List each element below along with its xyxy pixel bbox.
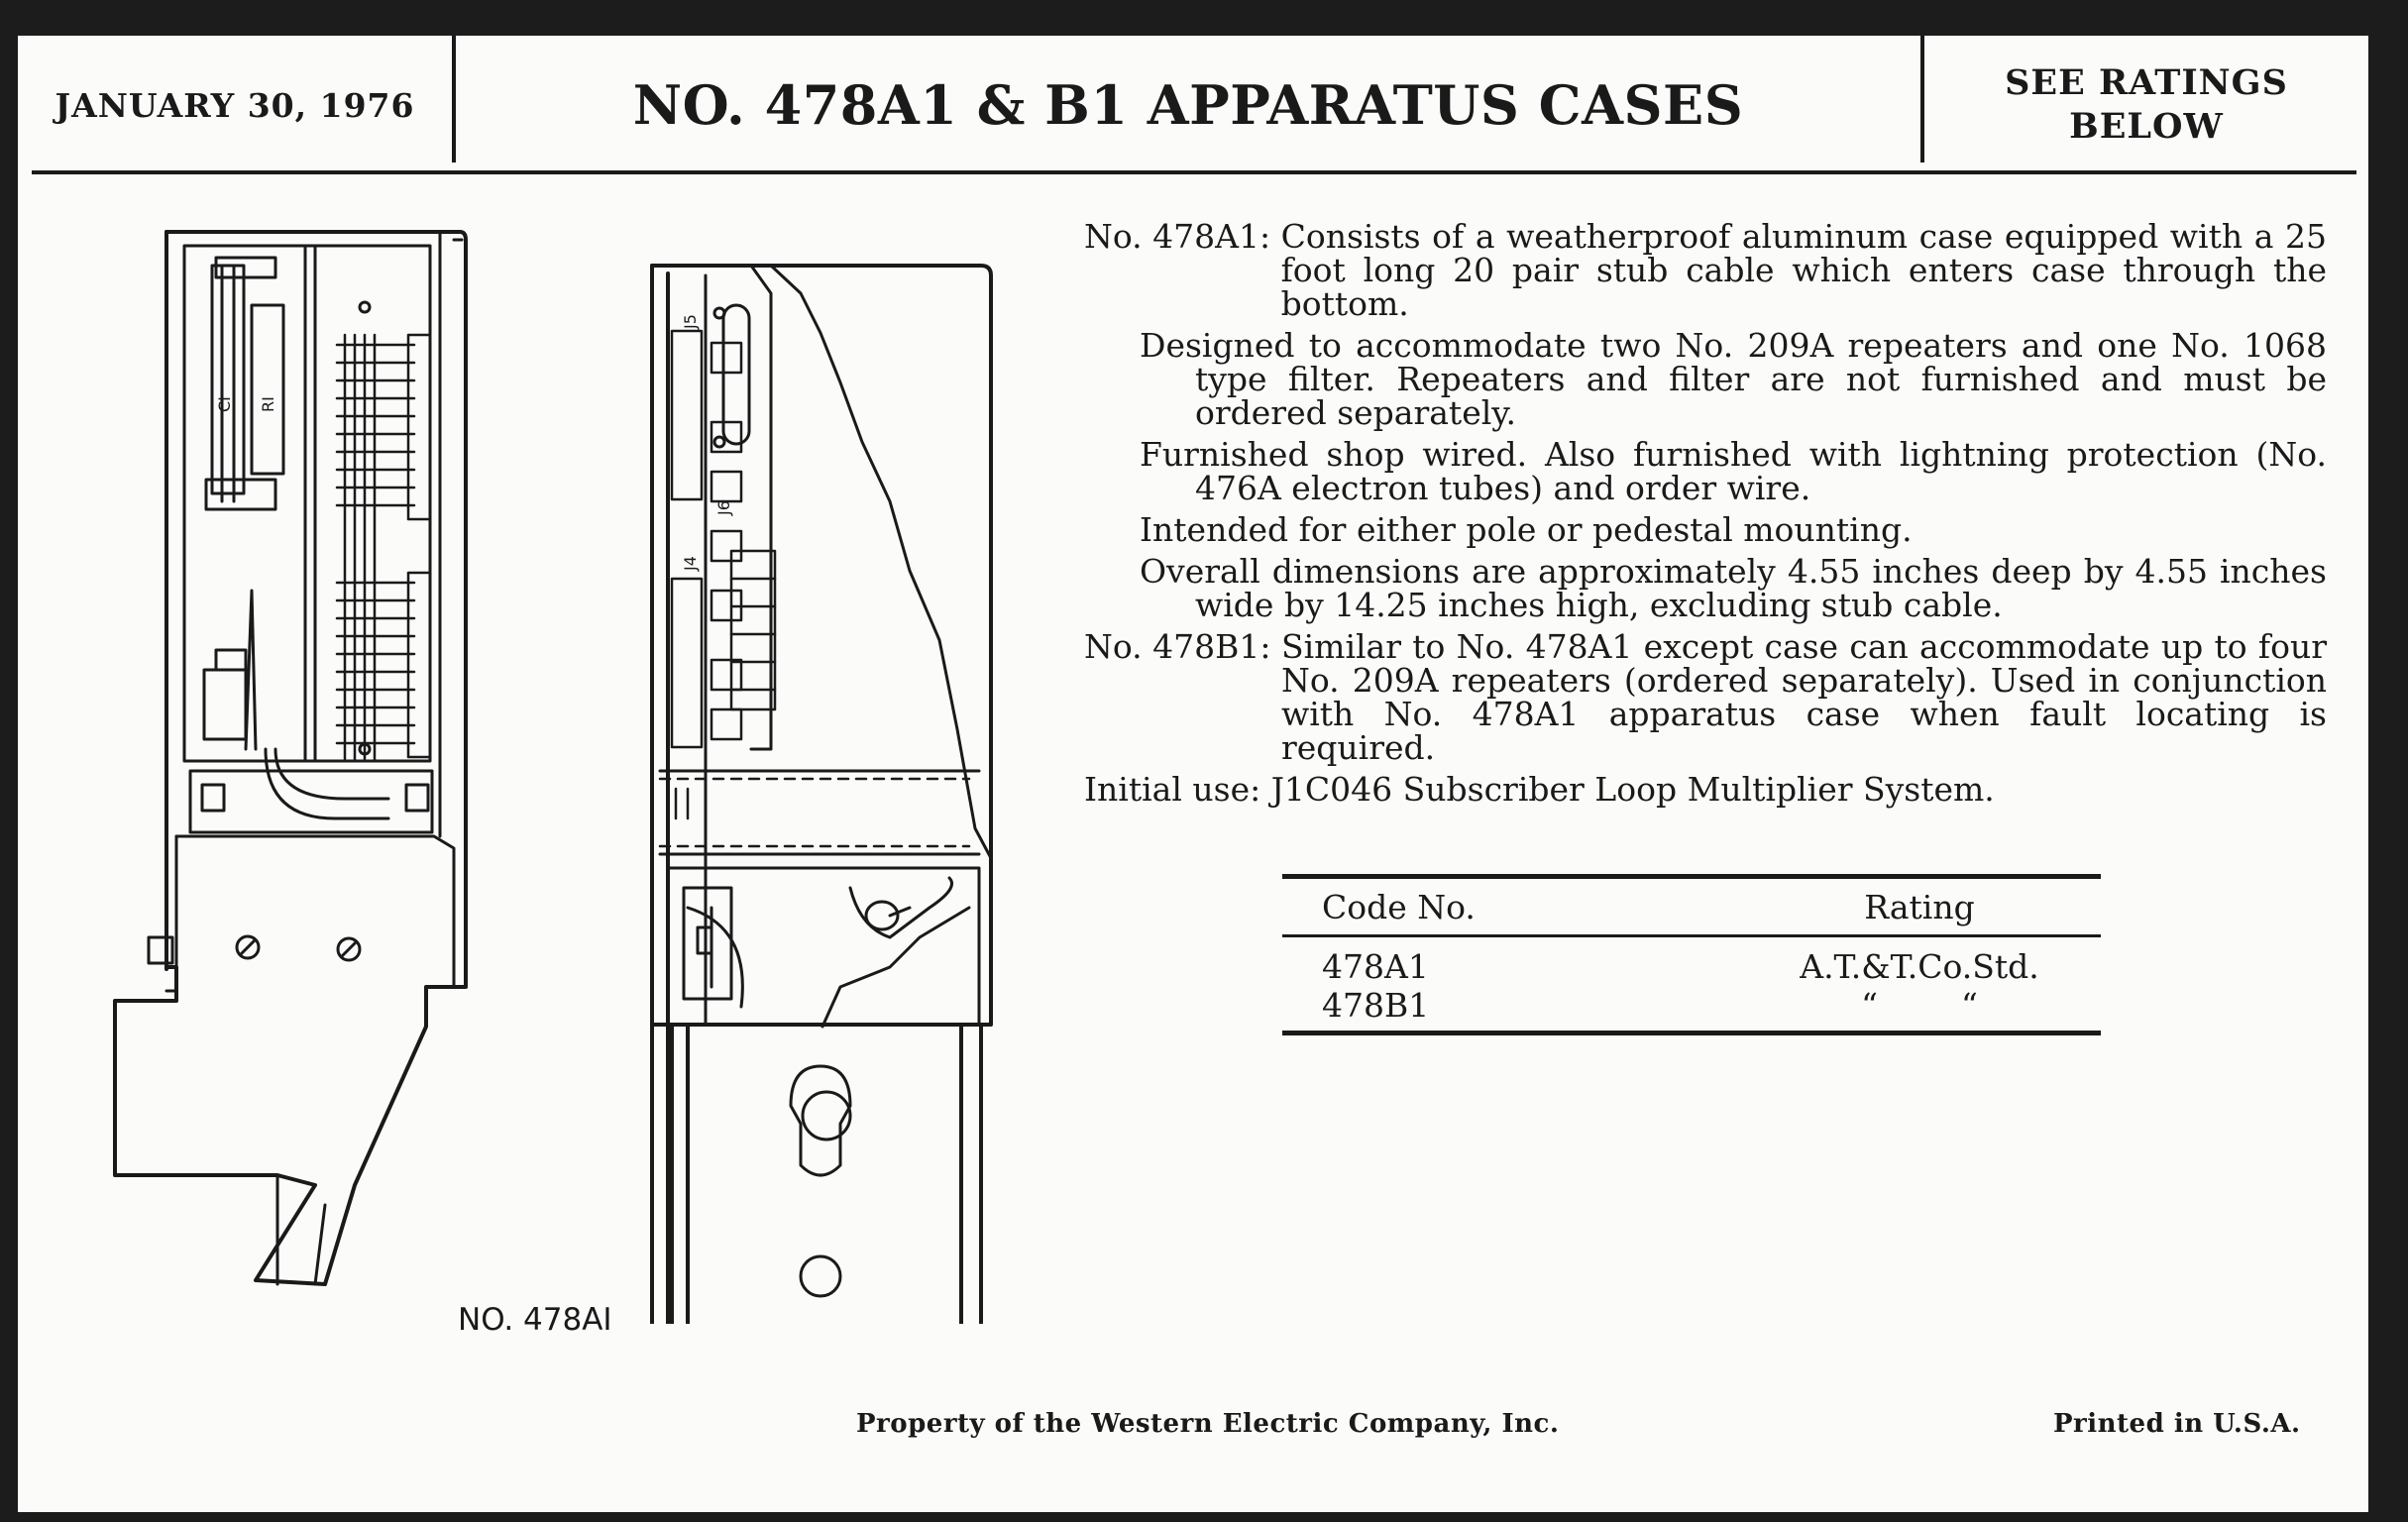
footer-property: Property of the Western Electric Company, Inc.	[856, 1409, 1560, 1439]
apparatus-case-drawing	[18, 36, 1048, 1324]
fig-label-c1: CI	[215, 396, 234, 412]
figure-caption: NO. 478AI	[458, 1302, 612, 1338]
spec-intended: Intended for either pole or pedestal mounting.	[1140, 510, 1913, 549]
fig-label-j6: J6	[714, 500, 733, 515]
table-row	[1282, 947, 2101, 986]
fig-label-r1: RI	[259, 396, 277, 412]
table-bottom-rule	[1282, 1031, 2101, 1035]
right-case-cutaway	[684, 266, 991, 1296]
spec-designed: Designed to accommodate two No. 209A repeaters and one No. 1068 type filter. Repeaters and filter are not furnished and must be ordered separately.	[1140, 326, 2327, 432]
spec-478a1-text: Consists of a weatherproof aluminum case equipped with a 25 foot long 20 pair stub cable which enters case through the bottom.	[1280, 217, 2327, 323]
table-header-row	[1282, 879, 2101, 934]
right-case-outline	[652, 266, 991, 1324]
col-header-code: Code No.	[1322, 887, 1476, 926]
page-title: NO. 478A1 & B1 APPARATUS CASES	[632, 73, 1744, 137]
fig-label-j5: J5	[681, 314, 700, 329]
spec-478a1-label: No. 478A1:	[1084, 217, 1281, 256]
spec-initial-use	[1084, 770, 2327, 809]
row-rating: A.T.&T.Co.Std.	[1800, 947, 2039, 986]
left-terminal-strips	[337, 335, 430, 759]
spec-478b1	[1084, 627, 2327, 767]
row-code: 478B1	[1322, 986, 1430, 1025]
ratings-table	[1282, 874, 2101, 1035]
spec-overall: Overall dimensions are approximately 4.55 inches deep by 4.55 inches wide by 14.25 inches high, excluding stub cable.	[1140, 552, 2327, 624]
table-header-rule	[1282, 934, 2101, 937]
spec-478b1-label: No. 478B1:	[1084, 627, 1281, 666]
spec-sheet-card	[18, 36, 2368, 1512]
spec-478a1	[1084, 217, 2327, 323]
spec-initial-text: J1C046 Subscriber Loop Multiplier System.	[1270, 770, 1995, 809]
spec-478b1-text: Similar to No. 478A1 except case can accommodate up to four No. 209A repeaters (ordered separately). Used in conjunction with No. 478A1 apparatus case when fault locating is required.	[1280, 627, 2327, 767]
spec-initial-label: Initial use:	[1084, 770, 1271, 809]
rating-note	[1924, 36, 2368, 174]
fig-label-j4: J4	[681, 556, 700, 571]
row-code: 478A1	[1322, 947, 1429, 986]
spec-furnished: Furnished shop wired. Also furnished with lightning protection (No. 476A electron tubes) and order wire.	[1140, 435, 2327, 507]
row-rating: “ “	[1861, 986, 1978, 1025]
rating-note-line1: SEE RATINGS	[2005, 62, 2288, 103]
footer-printed: Printed in U.S.A.	[2053, 1409, 2301, 1439]
specification-text	[1084, 217, 2327, 815]
left-case-interior	[184, 246, 432, 960]
col-header-rating: Rating	[1864, 887, 1975, 926]
table-row	[1282, 986, 2101, 1025]
rating-note-line2: BELOW	[2069, 106, 2224, 147]
issue-date: JANUARY 30, 1976	[55, 85, 415, 125]
